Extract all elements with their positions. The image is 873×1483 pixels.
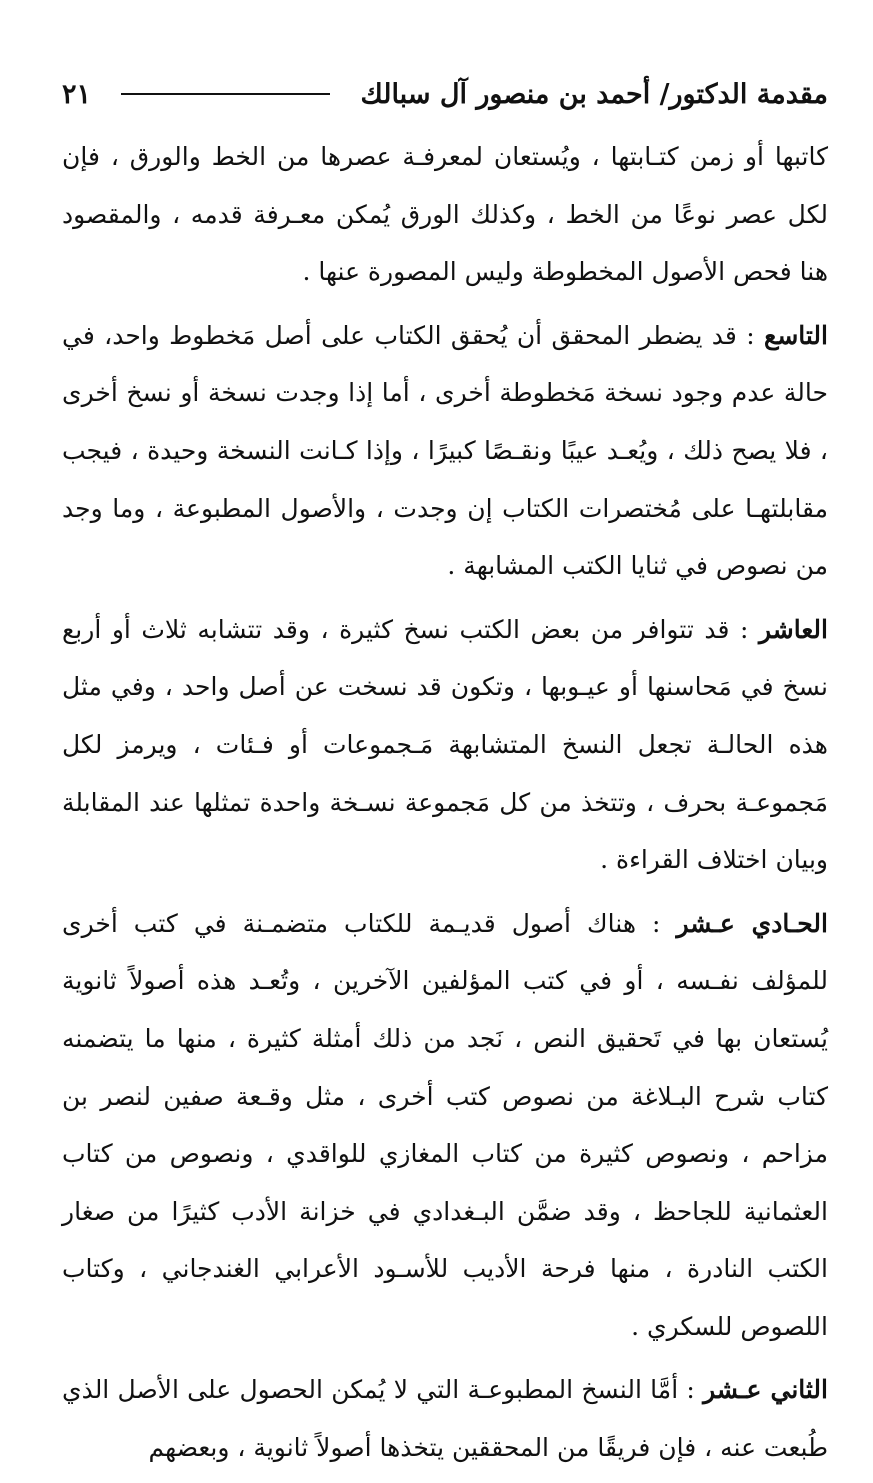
paragraph-eleventh <box>62 895 828 1356</box>
paragraph-lead: الثاني عـشر <box>703 1375 828 1405</box>
paragraph-text: : قد يضطر المحقق أن يُحقق الكتاب على أصل مَخطوط واحد، في حالة عدم وجود نسخة مَخطوطة أخرى ، أما إذا وجدت نسخة أو نسخ أخرى ، فلا يصح ذلك ، ويُعـد عيبًا ونقـصًا كبيرًا ، وإذا كـانت النسخة وحيدة ، فيجب مقابلتهـا على مُختصرات الكتاب إن وجدت ، والأصول المطبوعة ، وما وجد من نصوص في ثنايا الكتب المشابهة . <box>62 320 828 581</box>
paragraph-tenth <box>62 601 828 889</box>
paragraph-twelfth <box>62 1361 828 1476</box>
paragraph-lead: الحـادي عـشر <box>676 908 828 938</box>
continuation-paragraph: كاتبها أو زمن كتـابتها ، ويُستعان لمعرفـة عصرها من الخط والورق ، فإن لكل عصر نوعًا من الخط ، وكذلك الورق يُمكن معـرفة قدمه ، والمقصود هنا فحص الأصول المخطوطة وليس المصورة عنها . <box>62 142 828 287</box>
paragraph-text: : أمَّا النسخ المطبوعـة التي لا يُمكن الحصول على الأصل الذي طُبعت عنه ، فإن فريقًا من المحققين يتخذها أصولاً ثانوية ، وبعضهم <box>62 1375 828 1463</box>
running-header <box>62 74 828 114</box>
body-text <box>62 128 828 1483</box>
paragraph-ninth <box>62 307 828 595</box>
header-rule <box>121 93 330 95</box>
paragraph-text: : قد تتوافر من بعض الكتب نسخ كثيرة ، وقد تتشابه ثلاث أو أربع نسخ في مَحاسنها أو عيـوبها ، وتكون قد نسخت عن أصل واحد ، وفي مثل هذه الحالـة تجعل النسخ المتشابهة مَـجموعات أو فـئات ، ويرمز لكل مَجموعـة بحرف ، وتتخذ من كل مَجموعة نسـخة واحدة تمثلها عند المقابلة وبيان اختلاف القراءة . <box>62 614 828 875</box>
running-header-title: مقدمة الدكتور/ أحمد بن منصور آل سبالك <box>360 78 828 110</box>
paragraph-lead: التاسع <box>764 320 828 350</box>
paragraph-lead: العاشر <box>759 614 828 644</box>
page-number: ٢١ <box>62 78 92 110</box>
paragraph-text: : هناك أصول قديـمة للكتاب متضمـنة في كتب أخرى للمؤلف نفـسه ، أو في كتب المؤلفين الآخرين ، وتُعـد هذه أصولاً ثانوية يُستعان بها في تَحقيق النص ، نَجد من ذلك أمثلة كثيرة ، منها ما يتضمنه كتاب شرح البـلاغة من نصوص كتب أخرى ، مثل وقـعة صفين لنصر بن مزاحم ، ونصوص كثيرة من كتاب المغازي للواقدي ، ونصوص من كتاب العثمانية للجاحظ ، وقد ضمَّن البـغدادي في خزانة الأدب كثيرًا من صغار الكتب النادرة ، منها فرحة الأديب للأسـود الأعرابي الغندجاني ، وكتاب اللصوص للسكري . <box>62 908 828 1341</box>
